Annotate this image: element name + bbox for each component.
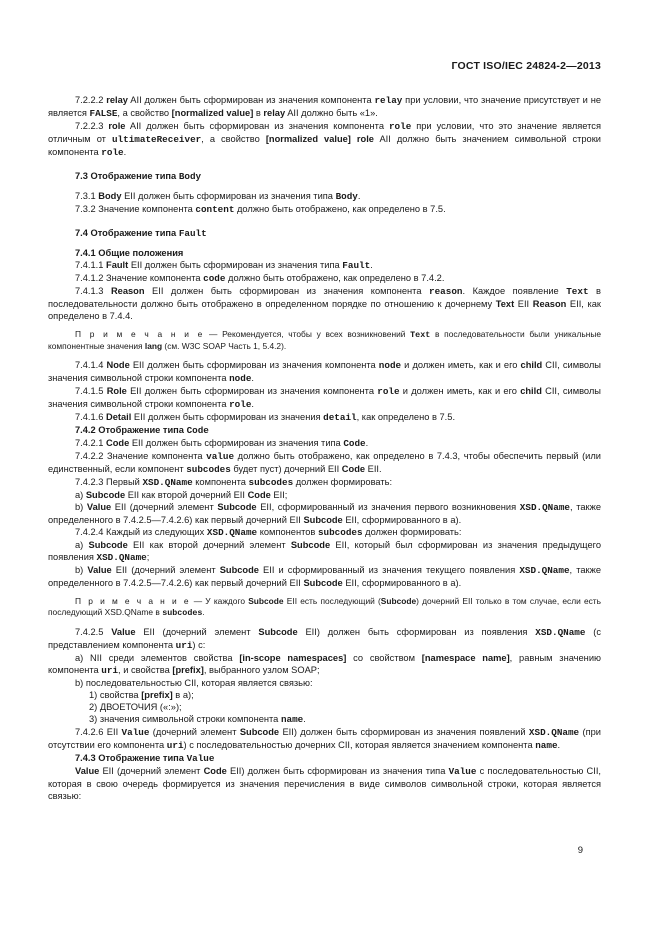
list-item-7-4-2-4-b: b) Value EII (дочерний элемент Subcode EII и сформированный из значения текущего появления XSD.QName, также определенного в 7.4.2.5—7.4.2.6) как первый дочерний EII Subcode EII, сформированного в a).: [48, 565, 602, 588]
paragraph-7-4-1-5: 7.4.1.5 Role EII должен быть сформирован из значения компонента role и должен иметь, как и его child CII, символы значения символьной строки компонента role.: [48, 386, 601, 410]
list-item-7-4-2-3-a: a) Subcode EII как второй дочерний EII Code EII;: [75, 490, 288, 500]
document-header: ГОСТ ISO/IEC 24824-2—2013: [451, 60, 601, 72]
paragraph-7-2-2-2: 7.2.2.2 relay AII должен быть сформирован из значения компонента relay при условии, что значение присутствует и не является FALSE, а свойство [normalized value] в relay AII должно быть «1».: [48, 95, 601, 119]
list-item-7-4-2-5-b: b) последовательностью CII, которая является связью:: [75, 678, 313, 688]
note-1: П р и м е ч а н и е — Рекомендуется, чтобы у всех возникновений Text в последовательности были уникальные компонентные значения lang (см. W3C SOAP Часть 1, 5.4.2).: [48, 329, 602, 351]
paragraph-7-4-1-6: 7.4.1.6 Detail EII должен быть сформирован из значения detail, как определено в 7.5.: [75, 412, 456, 423]
paragraph-7-4-3: Value EII (дочерний элемент Code EII) должен быть сформирован из значения типа Value с последовательностью CII, которая в свою очередь формируется из значения перечисления в виде символов символьной строки, которая является связью:: [48, 766, 602, 801]
list-item-7-4-2-4-a: a) Subcode EII как второй дочерний элемент Subcode EII, который был сформирован из значения предыдущего появления XSD.QName;: [48, 540, 601, 563]
paragraph-7-2-2-3: 7.2.2.3 role AII должен быть сформирован из значения компонента role при условии, что это значение является отличным от ultimateReceiver, а свойство [normalized value] role AII должно быть значением символьной строки компонента role.: [48, 121, 601, 158]
paragraph-7-4-1-2: 7.4.1.2 Значение компонента code должно быть отображено, как определено в 7.4.2.: [75, 273, 445, 284]
paragraph-7-3-2: 7.3.2 Значение компонента content должно быть отображено, как определено в 7.5.: [75, 204, 446, 215]
paragraph-7-4-2-1: 7.4.2.1 Code EII должен быть сформирован из значения типа Code.: [75, 438, 369, 449]
page-number: 9: [577, 845, 583, 856]
paragraph-7-4-2-5: 7.4.2.5 Value EII (дочерний элемент Subcode EII) должен быть сформирован из появления XSD.QName (с представлением компонента uri) с:: [48, 627, 602, 651]
paragraph-7-4-2-3: 7.4.2.3 Первый XSD.QName компонента subcodes должен формировать:: [75, 477, 393, 488]
list-item-7-4-2-3-b: b) Value EII (дочерний элемент Subcode EII, сформированный из значения первого возникновения XSD.QName, также определенного в 7.4.2.5—7.4.2.6) как первый дочерний EII Subcode EII, сформированного в a).: [48, 502, 601, 525]
list-item-7-4-2-5-a: a) NII среди элементов свойства [in-scope namespaces] со свойством [namespace name], равным значению компонента uri, и свойства [prefix], выбранного узлом SOAP;: [48, 653, 601, 676]
paragraph-7-4-2-2: 7.4.2.2 Значение компонента value должно быть отображено, как определено в 7.4.3, чтобы обеспечить первый (или единственный, если компонент subcodes будет пуст) дочерний EII Code EII.: [48, 451, 601, 475]
heading-7-4-1: 7.4.1 Общие положения: [75, 248, 184, 258]
paragraph-7-4-1-4: 7.4.1.4 Node EII должен быть сформирован из значения компонента node и должен иметь, как и его child CII, символы значения символьной строки компонента node.: [48, 360, 601, 384]
note-2: П р и м е ч а н и е — У каждого Subcode EII есть последующий (Subcode) дочерний EII только в том случае, если есть последующий XSD.QName в subcodes.: [48, 596, 602, 618]
paragraph-7-3-1: 7.3.1 Body EII должен быть сформирован из значения типа Body.: [75, 191, 361, 202]
document-body: [48, 94, 601, 802]
list-item-7-4-2-5-b-1: 1) свойства [prefix] в a);: [89, 690, 194, 700]
paragraph-7-4-1-1: 7.4.1.1 Fault EII должен быть сформирован из значения типа Fault.: [75, 260, 373, 271]
list-item-7-4-2-5-b-3: 3) значения символьной строки компонента name.: [89, 714, 306, 725]
paragraph-7-4-1-3: 7.4.1.3 Reason EII должен быть сформирован из значения компонента reason. Каждое появление Text в последовательности должно быть отображено в определенном порядке по отношению к дочернему Text EII Reason EII, как определено в 7.4.4.: [48, 286, 601, 321]
paragraph-7-4-2-6: 7.4.2.6 EII Value (дочерний элемент Subcode EII) должен быть сформирован из значения появлений XSD.QName (при отсутствии его компонента uri) с последовательностью дочерних CII, которая является значением компонента name.: [48, 727, 602, 751]
heading-7-4: 7.4 Отображение типа Fault: [75, 228, 207, 239]
heading-7-3: 7.3 Отображение типа Body: [75, 171, 202, 182]
heading-7-4-3: 7.4.3 Отображение типа Value: [75, 753, 215, 764]
heading-7-4-2: 7.4.2 Отображение типа Code: [75, 425, 209, 436]
paragraph-7-4-2-4: 7.4.2.4 Каждый из следующих XSD.QName компонентов subcodes должен формировать:: [75, 527, 462, 538]
list-item-7-4-2-5-b-2: 2) ДВОЕТОЧИЯ («:»);: [89, 702, 182, 712]
